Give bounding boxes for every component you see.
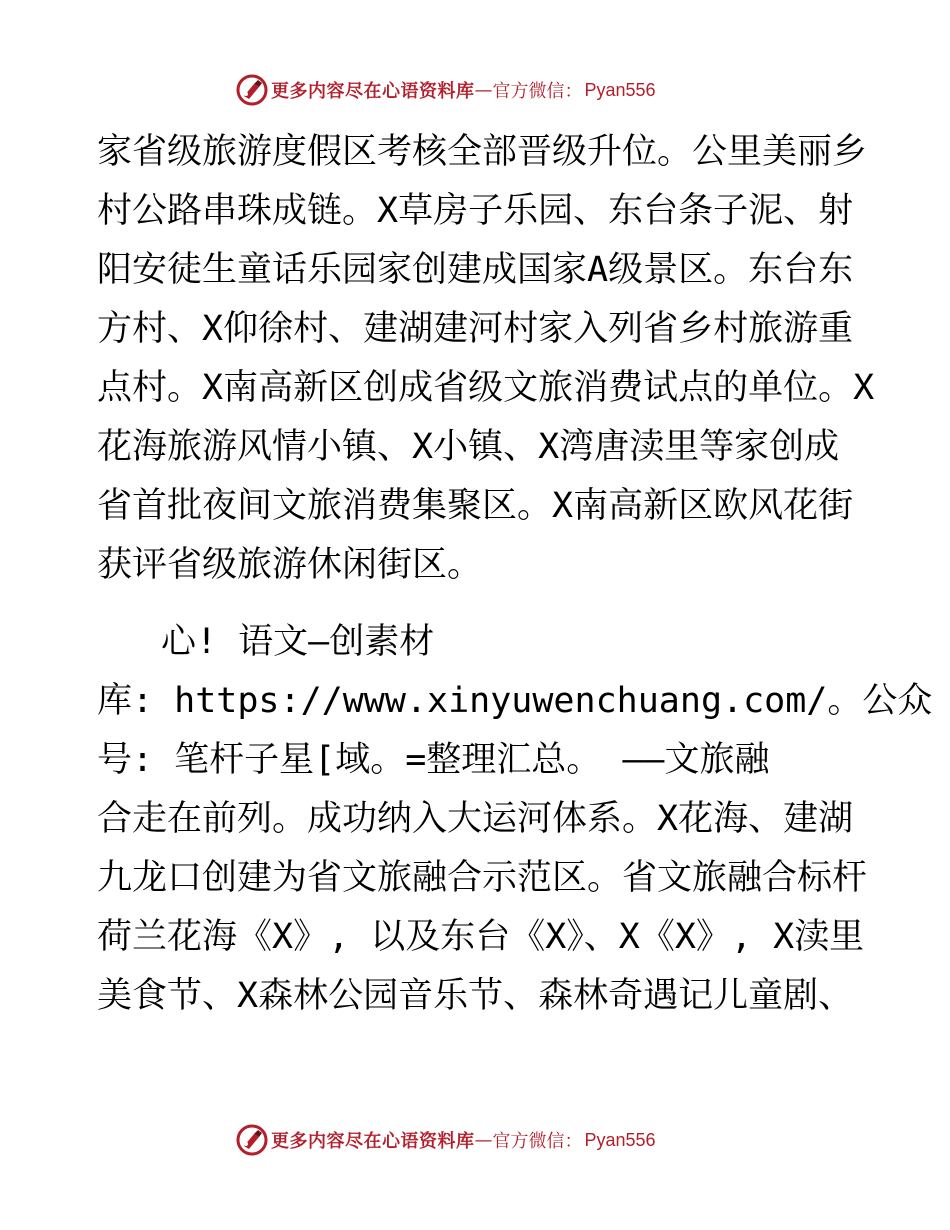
- body-line: 获评省级旅游休闲街区。: [97, 545, 483, 585]
- brand-logo-icon: [235, 1123, 269, 1157]
- footer-slogan: 更多内容尽在心语资料库: [271, 1131, 475, 1152]
- body-line: 心! 语文—创素材: [161, 622, 435, 662]
- header-slogan: 更多内容尽在心语资料库: [271, 81, 475, 102]
- header-wechat-label: 官方微信：: [492, 81, 583, 102]
- paragraph-gap: [97, 595, 867, 613]
- brand-logo-icon: [235, 73, 269, 107]
- body-line: 方村、X仰徐村、建湖建河村家入列省乡村旅游重: [97, 309, 854, 349]
- header-dash: —: [474, 79, 493, 101]
- body-line: 点村。X南高新区创成省级文旅消费试点的单位。X: [97, 368, 875, 408]
- body-line: 号: 笔杆子星[域。=整理汇总。 ——文旅融: [97, 740, 770, 780]
- body-line: 合走在前列。成功纳入大运河体系。X花海、建湖: [97, 799, 854, 839]
- page-footer: [235, 1122, 656, 1158]
- body-line: 阳安徒生童话乐园家创建成国家A级景区。东台东: [97, 250, 854, 290]
- body-line: 库: https://www.xinyuwenchuang.com/。公众: [97, 681, 933, 721]
- body-line: 美食节、X森林公园音乐节、森林奇遇记儿童剧、: [97, 976, 854, 1016]
- body-line: 村公路串珠成链。X草房子乐园、东台条子泥、射: [97, 191, 854, 231]
- footer-wechat-id: Pyan556: [584, 1129, 656, 1150]
- body-line: 荷兰花海《X》, 以及东台《X》、X《X》, X渎里: [97, 917, 865, 957]
- body-line: 花海旅游风情小镇、X小镇、X湾唐渎里等家创成: [97, 427, 840, 467]
- document-body: [97, 123, 933, 1026]
- body-line: 家省级旅游度假区考核全部晋级升位。公里美丽乡: [97, 132, 868, 172]
- body-line: 九龙口创建为省文旅融合示范区。省文旅融合标杆: [97, 858, 868, 898]
- page-header: [235, 72, 656, 108]
- header-wechat-id: Pyan556: [584, 79, 656, 100]
- body-line: 省首批夜间文旅消费集聚区。X南高新区欧风花街: [97, 486, 854, 526]
- footer-dash: —: [474, 1129, 493, 1151]
- footer-wechat-label: 官方微信：: [492, 1131, 583, 1152]
